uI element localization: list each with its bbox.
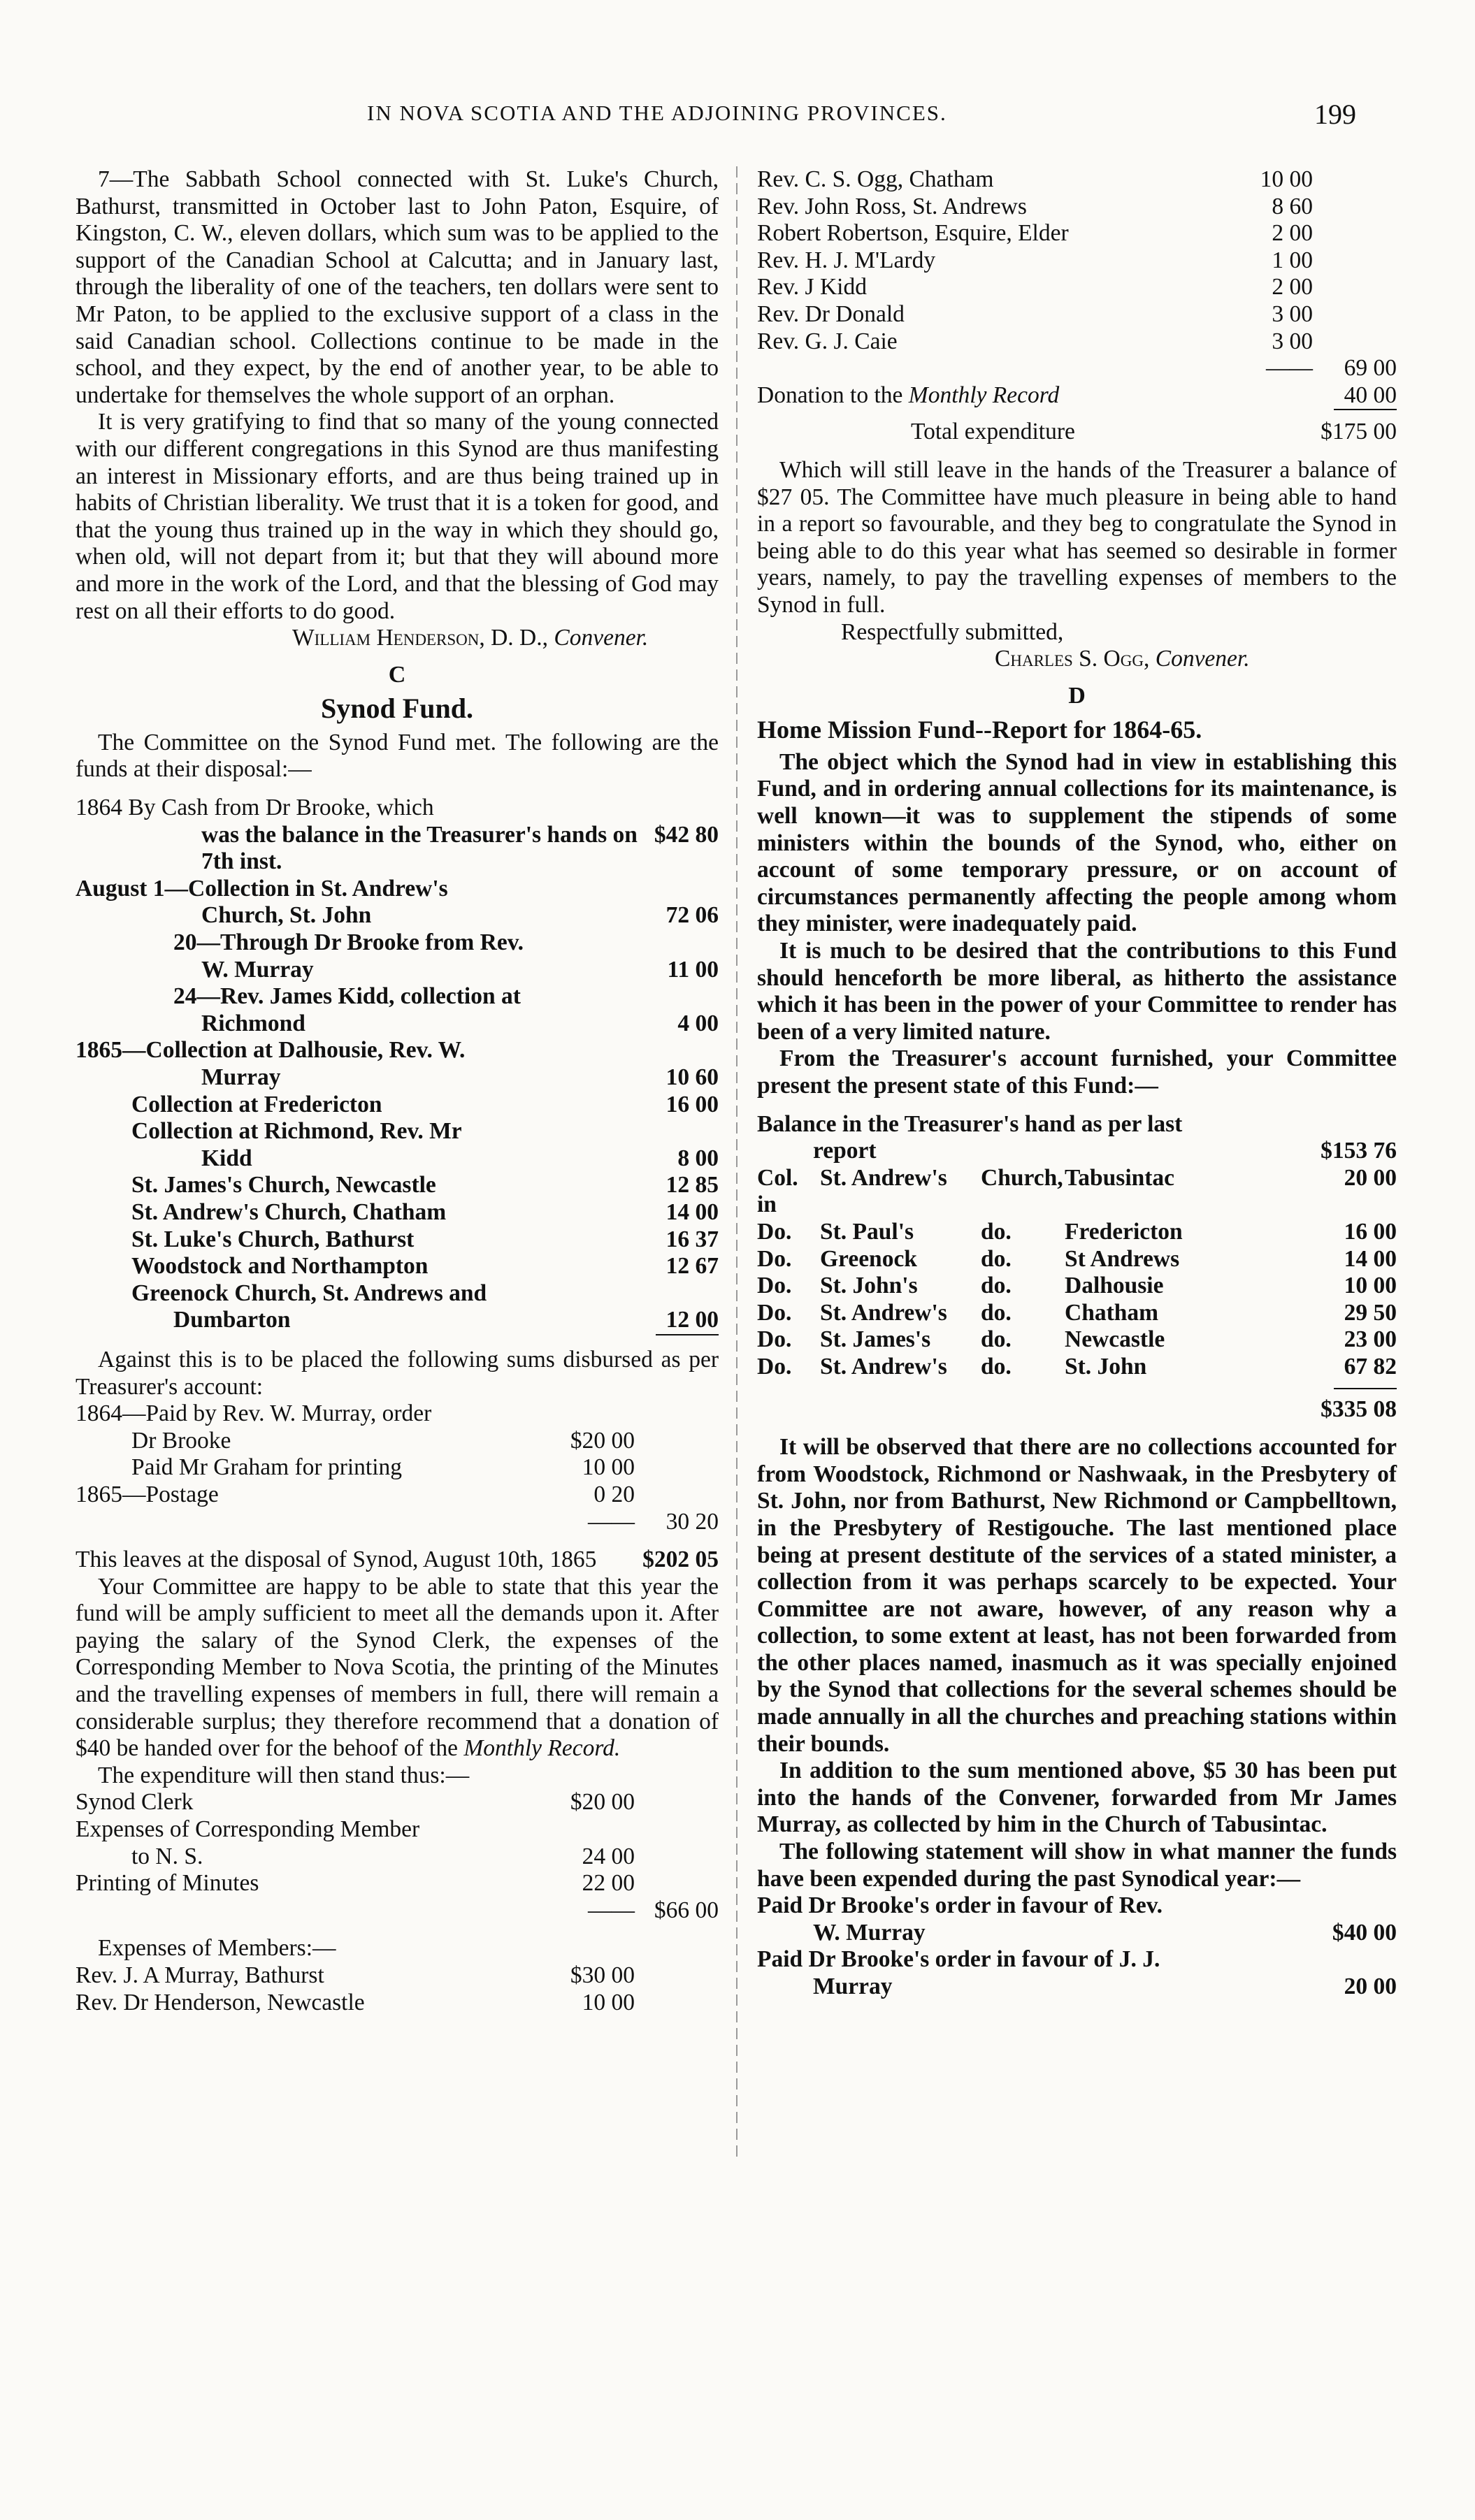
- synod-fund-intro: The Committee on the Synod Fund met. The following are the funds at their disposal:—: [75, 729, 719, 783]
- signature-name: William Henderson, D. D.,: [292, 625, 548, 651]
- expenditure-row: Synod Clerk $20 00: [75, 1789, 635, 1816]
- collection-row: Col. in St. Andrew's Church, Tabusintac 20 00: [757, 1164, 1397, 1218]
- section-letter-d: D: [1068, 682, 1086, 709]
- page-number: 199: [1314, 99, 1356, 130]
- collections-total-row: $335 08: [1321, 1396, 1397, 1422]
- ledger-row: Greenock Church, St. Andrews and: [131, 1280, 487, 1306]
- balance-label: Balance in the Treasurer's hand as per last: [757, 1110, 1183, 1137]
- member-row: Rev. John Ross, St. Andrews 8 60: [757, 193, 1313, 219]
- receipts-ledger: [75, 795, 719, 1335]
- signature: [75, 625, 719, 652]
- ledger-row: Woodstock and Northampton 12 67: [131, 1253, 719, 1280]
- paragraph-8: It is very gratifying to find that so many of the young connected with our different congregations in this Synod are thus manifesting an interest in Missionary efforts, and are thus being trained up in habits of Christian liberality. We trust that it is a token for good, and that the young thus trained up in the way in which they should go, when old, will not depart from it; but that they will abound more and more in the work of the Lord, and that the blessing of God may rest on all their efforts to do good.: [75, 409, 719, 624]
- ledger-row: St. James's Church, Newcastle 12 85: [131, 1172, 719, 1199]
- section-letter-c: C: [388, 661, 406, 688]
- section-title: Home Mission Fund--Report for 1864-65.: [757, 716, 1202, 744]
- total-rule: [1334, 409, 1397, 410]
- disbursements: [75, 1400, 719, 1535]
- collection-row: Do. St. Paul's do. Fredericton 16 00: [757, 1218, 1397, 1245]
- disbursement-row: 1864—Paid by Rev. W. Murray, order: [75, 1400, 432, 1427]
- left-column: [75, 166, 719, 2016]
- ledger-row: Richmond 4 00: [201, 1010, 719, 1036]
- committee-paragraph: Your Committee are happy to be able to state that this year the fund will be amply sufficient to meet all the demands upon it. After paying the salary of the Synod Clerk, the expenses of the Corresponding Member to Nova Scotia, the printing of the Minutes and the travelling expenses of members in full, there will remain a considerable surplus; they therefore recommend that a donation of $40 be handed over for the behoof of the Monthly Record.: [75, 1573, 719, 1762]
- right-column: [757, 166, 1397, 2001]
- paragraph-desired: It is much to be desired that the contributions to this Fund should henceforth be more liberal, as hitherto the assistance which it has been in the power of your Committee to render has been of a very limited nature.: [757, 938, 1397, 1045]
- total-row: Total expenditure $175 00: [911, 419, 1397, 445]
- expenditure-total-row: —— $66 00: [588, 1897, 719, 1923]
- ledger-row: 24—Rev. James Kidd, collection at: [173, 983, 521, 1010]
- collection-row: Do. St. John's do. Dalhousie 10 00: [757, 1273, 1397, 1299]
- ledger-row: August 1—Collection in St. Andrew's: [75, 875, 448, 901]
- expenditure-row: Expenses of Corresponding Member: [75, 1816, 420, 1843]
- payment-row: W. Murray $40 00: [813, 1919, 1397, 1946]
- section-title: Synod Fund.: [321, 693, 473, 725]
- paragraph-statement: The following statement will show in what manner the funds have been expended during the past Synodical year:—: [757, 1839, 1397, 1892]
- members-intro: Expenses of Members:—: [98, 1935, 336, 1962]
- ledger-row: W. Murray 11 00: [201, 956, 719, 983]
- member-row: Robert Robertson, Esquire, Elder 2 00: [757, 220, 1313, 247]
- expenditure-row: Printing of Minutes 22 00: [75, 1870, 635, 1897]
- ledger-row: St. Luke's Church, Bathurst 16 37: [131, 1226, 719, 1252]
- expenditure-list: [75, 1789, 719, 1924]
- balance-paragraph: Which will still leave in the hands of the Treasurer a balance of $27 05. The Committee have much pleasure in being able to hand in a report so favourable, and they beg to congratulate the Synod in being able to do this year what has seemed so desirable in former years, namely, to pay the travelling expenses of members to the Synod in full.: [757, 456, 1397, 618]
- respectfully-submitted: Respectfully submitted,: [841, 618, 1064, 645]
- expenditure-row: to N. S. 24 00: [131, 1843, 635, 1869]
- against-intro: Against this is to be placed the following sums disbursed as per Treasurer's account:: [75, 1346, 719, 1400]
- balance-row: report $153 76: [813, 1138, 1397, 1164]
- disbursement-total-row: —— 30 20: [588, 1508, 719, 1535]
- paragraph-observed: It will be observed that there are no collections accounted for from Woodstock, Richmond or Nashwaak, in the Presbytery of St. John, nor from Bathurst, New Richmond or Campbelltown, in the Presbytery of Restigouche. The last mentioned place being at present destitute of the services of a stated minister, a collection from it was perhaps scarcely to be expected. Your Committee are not aware, however, of any reason why a collection, to some extent at least, has not been forwarded from the other places named, inasmuch as it was specially enjoined by the Synod that collections for the several schemes should be made annually in all the churches and preaching stations within their bounds.: [757, 1434, 1397, 1757]
- paragraph-7: 7—The Sabbath School connected with St. Luke's Church, Bathurst, transmitted in October last to John Paton, Esquire, of Kingston, C. W., eleven dollars, which sum was to be applied to the support of the Canadian School at Calcutta; and in January last, through the liberality of one of the teachers, ten dollars were sent to Mr Paton, to be applied to the exclusive support of a class in the said Canadian school. Collections continue to be made in the school, and they expect, by the end of another year, to be able to undertake for themselves the whole support of an orphan.: [75, 166, 719, 408]
- ledger-row: Collection at Fredericton 16 00: [131, 1091, 719, 1117]
- donation-row: Donation to the Monthly Record 40 00: [757, 382, 1397, 408]
- payments: [757, 1892, 1397, 2000]
- running-head: IN NOVA SCOTIA AND THE ADJOINING PROVINCES.: [367, 101, 947, 125]
- column-divider: [736, 166, 737, 2158]
- payment-row: Paid Dr Brooke's order in favour of J. J.: [757, 1946, 1160, 1973]
- ledger-row: Dumbarton 12 00: [173, 1307, 719, 1333]
- member-row: Rev. Dr Henderson, Newcastle 10 00: [75, 1989, 635, 2015]
- ledger-row: 20—Through Dr Brooke from Rev.: [173, 929, 524, 956]
- payment-row: Paid Dr Brooke's order in favour of Rev.: [757, 1892, 1163, 1919]
- members-total-row: —— 69 00: [1266, 355, 1397, 382]
- signature-d: Charles S. Ogg, Convener.: [995, 646, 1250, 672]
- disbursement-row: Paid Mr Graham for printing 10 00: [131, 1454, 635, 1481]
- collection-row: Do. St. Andrew's do. St. John 67 82: [757, 1353, 1397, 1380]
- expenditure-intro: The expenditure will then stand thus:—: [98, 1762, 470, 1788]
- collections-rule: [1334, 1388, 1397, 1389]
- paragraph-treasurer: From the Treasurer's account furnished, your Committee present the present state of this Fund:—: [757, 1045, 1397, 1099]
- leaves-line: This leaves at the disposal of Synod, August 10th, 1865 $202 05: [75, 1547, 719, 1573]
- member-row: Rev. C. S. Ogg, Chatham 10 00: [757, 166, 1313, 192]
- disbursement-row: Dr Brooke $20 00: [131, 1427, 635, 1454]
- paragraph-addition: In addition to the sum mentioned above, $5 30 has been put into the hands of the Convener, forwarded from Mr James Murray, as collected by him in the Church of Tabusintac.: [757, 1758, 1397, 1838]
- member-row: Rev. J Kidd 2 00: [757, 274, 1313, 300]
- payment-row: Murray 20 00: [813, 1974, 1397, 1999]
- collection-row: Do. St. James's do. Newcastle 23 00: [757, 1326, 1397, 1353]
- signature-role: Convener.: [554, 625, 649, 651]
- ledger-row: Murray 10 60: [201, 1064, 719, 1090]
- member-row: Rev. J. A Murray, Bathurst $30 00: [75, 1962, 635, 1988]
- ledger-row: Kidd 8 00: [201, 1145, 719, 1171]
- ledger-row: 1864 By Cash from Dr Brooke, which: [75, 795, 434, 821]
- collection-row: Do. Greenock do. St Andrews 14 00: [757, 1245, 1397, 1272]
- members-continued: [757, 166, 1397, 382]
- member-row: Rev. H. J. M'Lardy 1 00: [757, 247, 1313, 273]
- member-row: Rev. G. J. Caie 3 00: [757, 328, 1313, 354]
- collection-row: Do. St. Andrew's do. Chatham 29 50: [757, 1299, 1397, 1326]
- page-header: [0, 98, 1475, 140]
- paragraph-object: The object which the Synod had in view in establishing this Fund, and in ordering annual collections for its maintenance, is well known—it was to supplement the stipends of some ministers within the bounds of the Synod, who, either on account of some temporary pressure, or on account of circumstances permanently affecting the people among whom they minister, were inadequately paid.: [757, 748, 1397, 937]
- disbursement-row: 1865—Postage 0 20: [75, 1481, 635, 1507]
- member-row: Rev. Dr Donald 3 00: [757, 300, 1313, 327]
- collections-table: [757, 1165, 1397, 1423]
- ledger-row: was the balance in the Treasurer's hands on 7th inst. $42 80: [201, 821, 719, 875]
- ledger-row: 1865—Collection at Dalhousie, Rev. W.: [75, 1037, 466, 1064]
- ledger-row: Collection at Richmond, Rev. Mr: [131, 1118, 462, 1145]
- ledger-row: Church, St. John 72 06: [201, 902, 719, 929]
- ledger-row: St. Andrew's Church, Chatham 14 00: [131, 1199, 719, 1225]
